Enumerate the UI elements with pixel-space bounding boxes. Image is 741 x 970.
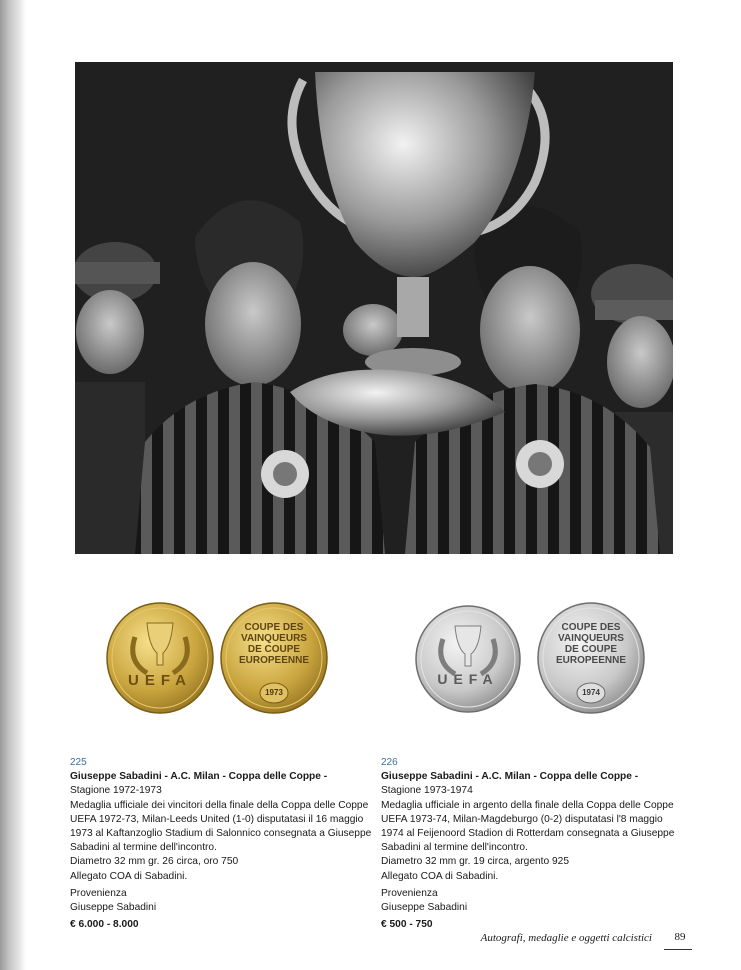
- medal-225-year: 1973: [265, 688, 283, 697]
- lot-description-line: Diametro 32 mm gr. 19 circa, argento 925: [381, 856, 569, 868]
- provenance-label: Provenienza: [70, 887, 127, 899]
- lot-description-line: Diametro 32 mm gr. 26 circa, oro 750: [70, 856, 239, 868]
- lot-title: Giuseppe Sabadini - A.C. Milan - Coppa delle Coppe -: [381, 771, 639, 783]
- lot-number: 226: [381, 757, 398, 768]
- lot-description-line: Sabadini al termine dell'incontro.: [381, 842, 528, 854]
- lot-description-line: Sabadini al termine dell'incontro.: [70, 842, 217, 854]
- medal-226-reverse-line: DE COUPE: [564, 644, 618, 655]
- medal-225-obverse: [105, 601, 215, 715]
- book-spine-shadow: [0, 0, 26, 970]
- medal-225-reverse-text: [219, 622, 329, 666]
- medal-225-obverse-label: UEFA: [127, 672, 192, 689]
- lot-title: Giuseppe Sabadini - A.C. Milan - Coppa delle Coppe -: [70, 771, 328, 783]
- medal-226-reverse-line: EUROPEENNE: [555, 655, 626, 666]
- medal-226-reverse-line: COUPE DES: [561, 622, 621, 633]
- lot-description-line: Medaglia ufficiale in argento della finale della Coppa delle Coppe: [381, 799, 674, 811]
- medal-226-reverse-text: [536, 622, 646, 666]
- trophy-celebration-photo: [75, 62, 673, 554]
- lot-description-line: UEFA 1972-73, Milan-Leeds United (1-0) disputatasi il 16 maggio: [70, 813, 364, 825]
- page-number-rule: [664, 949, 692, 950]
- medal-225-reverse-line: VAINQUEURS: [241, 633, 307, 644]
- lot-225-description: [70, 756, 386, 932]
- provenance-value: Giuseppe Sabadini: [70, 902, 157, 914]
- medal-226-obverse: [414, 604, 522, 714]
- page-number: 89: [674, 931, 686, 943]
- lot-description-line: Allegato COA di Sabadini.: [381, 870, 499, 882]
- medal-226-obverse-label: UEFA: [437, 671, 499, 687]
- section-title-footer: Autografi, medaglie e oggetti calcistici: [480, 932, 652, 944]
- lot-description-line: UEFA 1973-74, Milan-Magdeburgo (0-2) disputatasi l'8 maggio: [381, 813, 663, 825]
- lot-description-line: 1974 al Feijenoord Stadion di Rotterdam consegnata a Giuseppe: [381, 828, 675, 840]
- lot-226-description: [381, 756, 697, 932]
- lot-description-line: Stagione 1972-1973: [70, 785, 162, 797]
- medal-225-reverse-line: DE COUPE: [247, 644, 301, 655]
- lot-description-line: Medaglia ufficiale dei vincitori della finale della Coppa delle Coppe: [70, 799, 369, 811]
- lot-price-estimate: € 500 - 750: [381, 919, 433, 931]
- medal-226-reverse-line: VAINQUEURS: [558, 633, 624, 644]
- lot-description-line: Stagione 1973-1974: [381, 785, 473, 797]
- medal-226-year: 1974: [582, 688, 600, 697]
- lot-number: 225: [70, 757, 87, 768]
- lot-description-line: 1973 al Kaftanzoglio Stadium di Salonnico consegnata a Giuseppe: [70, 828, 372, 840]
- provenance-label: Provenienza: [381, 887, 438, 899]
- lot-price-estimate: € 6.000 - 8.000: [70, 919, 139, 931]
- lot-description-line: Allegato COA di Sabadini.: [70, 870, 188, 882]
- provenance-value: Giuseppe Sabadini: [381, 902, 468, 914]
- medal-225-reverse-line: COUPE DES: [244, 622, 304, 633]
- medal-225-reverse-line: EUROPEENNE: [238, 655, 309, 666]
